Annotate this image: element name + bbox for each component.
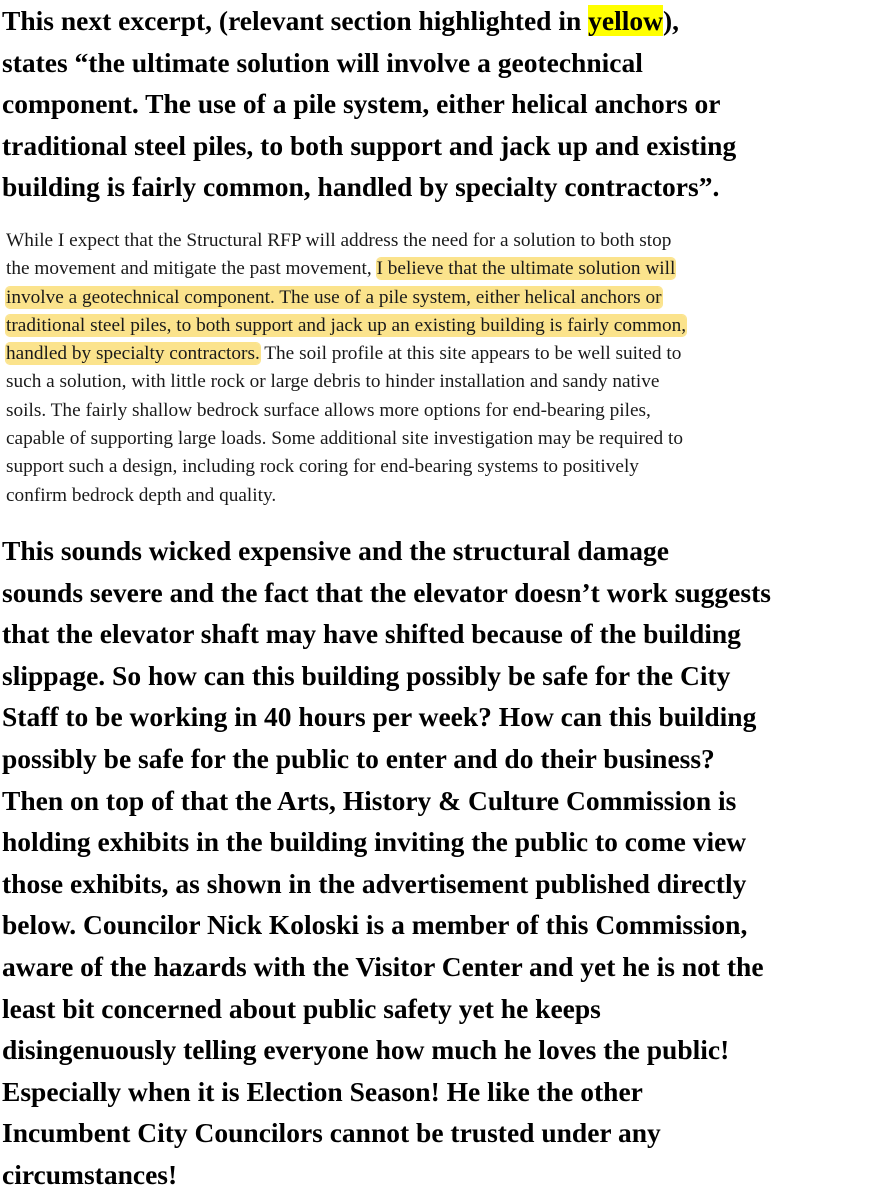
intro-text-after-highlight: ), states “the ultimate solution will involve a geotechnical component. The use of a pile system, either helical anchors or traditional steel piles, to both support and jack up and existing building is fairly common, handled by specialty contractors”. [2, 5, 737, 203]
intro-paragraph [2, 0, 880, 208]
excerpt-highlight-line-4: handled by specialty contractors. [6, 343, 260, 365]
excerpt-highlight-line-1: I believe that the ultimate solution will [376, 258, 676, 280]
intro-text-before-highlight: This next excerpt, (relevant section highlighted in [2, 5, 589, 36]
commentary-text: This sounds wicked expensive and the structural damage sounds severe and the fact that the elevator doesn’t work suggests that the elevator shaft may have shifted because of the building slippage. So how can this building possibly be safe for the City Staff to be working in 40 hours per week? How can this building possibly be safe for the public to enter and do their business? Then on top of that the Arts, History & Culture Commission is holding exhibits in the building inviting the public to come view those exhibits, as shown in the advertisement published directly below. Councilor Nick Koloski is a member of this Commission, aware of the hazards with the Visitor Center and yet he is not the least bit concerned about public safety yet he keeps disingenuously telling everyone how much he loves the public! Especially when it is Election Season! He like the other Incumbent City Councilors cannot be trusted under any circumstances! [2, 535, 771, 1190]
excerpt-remainder: The soil profile at this site appears to be well suited to such a solution, with little rock or large debris to hinder installation and sandy native soils. The fairly shallow bedrock surface allows more options for end-bearing piles, capable of supporting large loads. Some additional site investigation may be required to support such a design, including rock coring for end-bearing systems to positively confirm bedrock depth and quality. [6, 343, 683, 506]
excerpt-highlight-line-3: traditional steel piles, to both support and jack up an existing building is fairly common, [6, 314, 687, 336]
commentary-paragraph [2, 530, 880, 1196]
yellow-highlighted-word: yellow [588, 5, 663, 36]
excerpt-highlight-line-2: involve a geotechnical component. The use of a pile system, either helical anchors or [6, 286, 662, 308]
scanned-report-excerpt [6, 227, 876, 510]
excerpt-intro: While I expect that the Structural RFP will address the need for a solution to both stop the movement and mitigate the past movement, [6, 230, 672, 280]
